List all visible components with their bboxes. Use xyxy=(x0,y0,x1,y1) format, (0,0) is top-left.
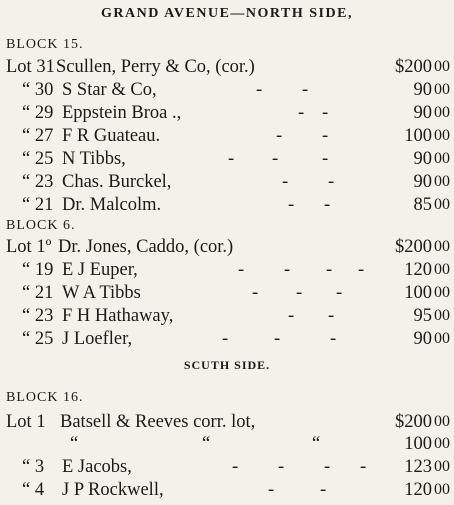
leader-dash: - xyxy=(274,329,281,349)
lot-row xyxy=(6,101,450,125)
ditto-mark: “ xyxy=(312,434,321,454)
lot-number: “ 23 xyxy=(22,306,54,326)
amount: 90 xyxy=(413,149,432,169)
lot-row xyxy=(6,432,450,456)
lot-row xyxy=(6,147,450,171)
lot-row xyxy=(6,455,450,479)
owner-name: E Jacobs, xyxy=(62,457,132,477)
leader-dash: - xyxy=(302,80,309,100)
amount: $200 xyxy=(395,237,432,257)
block-15-label: BLOCK 15. xyxy=(6,37,84,52)
amount-cents: 00 xyxy=(434,127,450,144)
lot-number: “ 27 xyxy=(22,126,54,146)
leader-dash: - xyxy=(256,80,263,100)
amount: 100 xyxy=(404,126,432,146)
amount-cents: 00 xyxy=(434,458,450,475)
owner-name: E J Euper, xyxy=(62,260,138,280)
leader-dash: - xyxy=(232,457,239,477)
lot-row xyxy=(6,410,450,434)
amount: 100 xyxy=(404,434,432,454)
block-16-label: BLOCK 16. xyxy=(6,390,84,405)
leader-dash: - xyxy=(288,306,295,326)
leader-dash: - xyxy=(322,126,329,146)
lot-row xyxy=(6,193,450,217)
amount: 85 xyxy=(413,195,432,215)
amount: 90 xyxy=(413,329,432,349)
lot-number: “ 25 xyxy=(22,149,54,169)
leader-dash: - xyxy=(282,172,289,192)
lot-number: “ 29 xyxy=(22,103,54,123)
leader-dash: - xyxy=(324,195,331,215)
amount-cents: 00 xyxy=(434,435,450,452)
lot-number: Lot 1 xyxy=(6,412,46,432)
owner-name: Chas. Burckel, xyxy=(62,172,172,192)
amount-cents: 00 xyxy=(434,413,450,430)
leader-dash: - xyxy=(238,260,245,280)
amount-cents: 00 xyxy=(434,104,450,121)
lot-number: Lot 1º xyxy=(6,237,52,257)
amount: 120 xyxy=(404,480,432,500)
lot-number: “ 21 xyxy=(22,283,54,303)
amount: 95 xyxy=(413,306,432,326)
amount-cents: 00 xyxy=(434,330,450,347)
lot-number: “ 3 xyxy=(22,457,45,477)
ditto-mark: “ xyxy=(202,434,211,454)
lot-number: “ 19 xyxy=(22,260,54,280)
lot-row xyxy=(6,327,450,351)
owner-name: J P Rockwell, xyxy=(62,480,164,500)
owner-name: W A Tibbs xyxy=(62,283,141,303)
owner-name: Scullen, Perry & Co, (cor.) xyxy=(56,57,255,77)
leader-dash: - xyxy=(268,480,275,500)
lot-row xyxy=(6,258,450,282)
amount-cents: 00 xyxy=(434,481,450,498)
leader-dash: - xyxy=(322,149,329,169)
block-6-label: BLOCK 6. xyxy=(6,218,76,233)
amount: 120 xyxy=(404,260,432,280)
leader-dash: - xyxy=(358,260,365,280)
amount: 123 xyxy=(404,457,432,477)
owner-name: F H Hathaway, xyxy=(62,306,174,326)
leader-dash: - xyxy=(276,126,283,146)
amount: $200 xyxy=(395,57,432,77)
leader-dash: - xyxy=(228,149,235,169)
amount-cents: 00 xyxy=(434,238,450,255)
leader-dash: - xyxy=(360,457,367,477)
owner-name: J Loefler, xyxy=(62,329,133,349)
lot-number: “ 4 xyxy=(22,480,45,500)
amount-cents: 00 xyxy=(434,150,450,167)
amount: $200 xyxy=(395,412,432,432)
amount-cents: 00 xyxy=(434,307,450,324)
leader-dash: - xyxy=(326,260,333,280)
lot-number: “ 30 xyxy=(22,80,54,100)
leader-dash: - xyxy=(272,149,279,169)
leader-dash: - xyxy=(278,457,285,477)
lot-row xyxy=(6,478,450,502)
owner-name: Eppstein Broa ., xyxy=(62,103,182,123)
lot-row xyxy=(6,235,450,259)
leader-dash: - xyxy=(328,172,335,192)
amount: 90 xyxy=(413,80,432,100)
south-side-heading: SCUTH SIDE. xyxy=(183,358,271,372)
leader-dash: - xyxy=(322,103,329,123)
leader-dash: - xyxy=(222,329,229,349)
lot-number: “ 25 xyxy=(22,329,54,349)
north-side-heading: GRAND AVENUE—NORTH SIDE, xyxy=(101,6,353,21)
owner-name: Dr. Jones, Caddo, (cor.) xyxy=(58,237,234,257)
lot-row xyxy=(6,281,450,305)
amount: 90 xyxy=(413,103,432,123)
lot-row xyxy=(6,124,450,148)
leader-dash: - xyxy=(328,306,335,326)
amount-cents: 00 xyxy=(434,196,450,213)
amount-cents: 00 xyxy=(434,284,450,301)
amount: 100 xyxy=(404,283,432,303)
lot-row xyxy=(6,304,450,328)
lot-row xyxy=(6,55,450,79)
owner-name: N Tibbs, xyxy=(62,149,126,169)
leader-dash: - xyxy=(324,457,331,477)
owner-name: Batsell & Reeves corr. lot, xyxy=(60,412,256,432)
leader-dash: - xyxy=(284,260,291,280)
lot-number: “ 23 xyxy=(22,172,54,192)
leader-dash: - xyxy=(288,195,295,215)
leader-dash: - xyxy=(336,283,343,303)
amount-cents: 00 xyxy=(434,81,450,98)
amount: 90 xyxy=(413,172,432,192)
lot-number: “ 21 xyxy=(22,195,54,215)
owner-name: F R Guateau. xyxy=(62,126,161,146)
amount-cents: 00 xyxy=(434,261,450,278)
amount-cents: 00 xyxy=(434,173,450,190)
leader-dash: - xyxy=(330,329,337,349)
leader-dash: - xyxy=(296,283,303,303)
ditto-mark: “ xyxy=(70,434,79,454)
amount-cents: 00 xyxy=(434,58,450,75)
owner-name: Dr. Malcolm. xyxy=(62,195,162,215)
leader-dash: - xyxy=(252,283,259,303)
lot-row xyxy=(6,78,450,102)
leader-dash: - xyxy=(320,480,327,500)
lot-number: Lot 31 xyxy=(6,57,55,77)
leader-dash: - xyxy=(298,103,305,123)
owner-name: S Star & Co, xyxy=(62,80,157,100)
lot-row xyxy=(6,170,450,194)
